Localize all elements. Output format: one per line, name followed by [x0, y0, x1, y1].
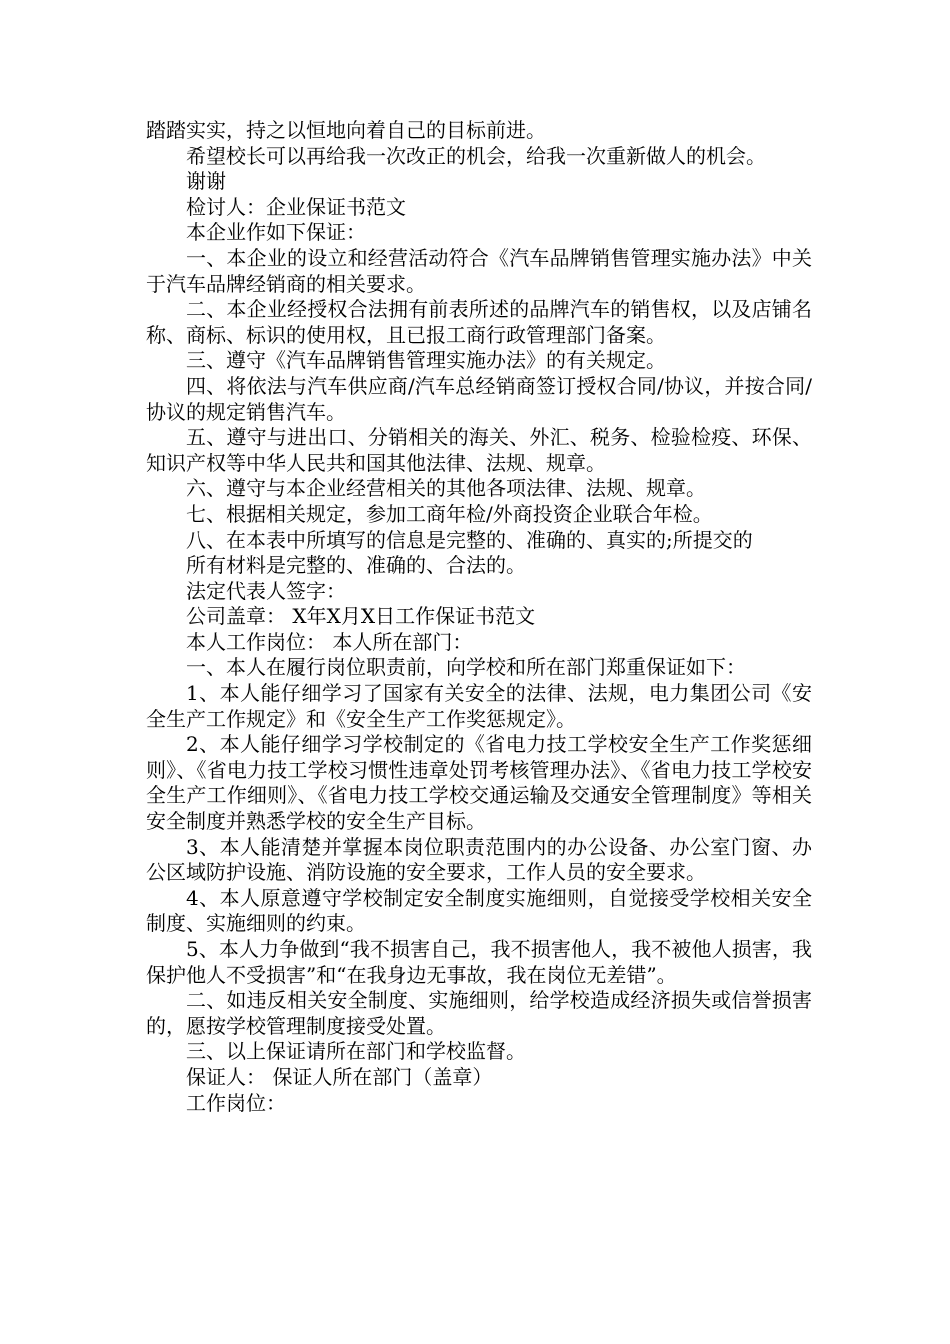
paragraph: 二、本企业经授权合法拥有前表所述的品牌汽车的销售权，以及店铺名称、商标、标识的使用权，且已报工商行政管理部门备案。 [146, 297, 812, 347]
paragraph: 法定代表人签字： [186, 578, 346, 603]
paragraph: 七、根据相关规定，参加工商年检/外商投资企业联合年检。 [186, 501, 713, 526]
paragraph: 八、在本表中所填写的信息是完整的、准确的、真实的;所提交的 [186, 527, 753, 552]
paragraph: 四、将依法与汽车供应商/汽车总经销商签订授权合同/协议，并按合同/协议的规定销售汽车。 [146, 373, 812, 424]
paragraph: 本人工作岗位： 本人所在部门： [186, 629, 473, 654]
paragraph: 本企业作如下保证： [186, 220, 366, 245]
document-body [146, 118, 812, 1116]
paragraph: 谢谢 [186, 169, 226, 194]
paragraph: 1、本人能仔细学习了国家有关安全的法律、法规，电力集团公司《安全生产工作规定》和《安全生产工作奖惩规定》。 [146, 681, 812, 731]
paragraph: 检讨人：企业保证书范文 [186, 194, 406, 219]
paragraph: 一、本企业的设立和经营活动符合《汽车品牌销售管理实施办法》中关于汽车品牌经销商的相关要求。 [146, 245, 812, 296]
paragraph: 保证人： 保证人所在部门（盖章） [186, 1064, 493, 1089]
paragraph: 3、本人能清楚并掌握本岗位职责范围内的办公设备、办公室门窗、办公区域防护设施、消防设施的安全要求，工作人员的安全要求。 [146, 834, 812, 885]
paragraph: 所有材料是完整的、准确的、合法的。 [186, 553, 526, 578]
paragraph: 五、遵守与进出口、分销相关的海关、外汇、税务、检验检疫、环保、知识产权等中华人民共和国其他法律、法规、规章。 [146, 425, 812, 475]
paragraph: 一、本人在履行岗位职责前，向学校和所在部门郑重保证如下： [186, 655, 746, 680]
paragraph-continuation: 踏踏实实，持之以恒地向着自己的目标前进。 [146, 118, 546, 142]
paragraph: 希望校长可以再给我一次改正的机会，给我一次重新做人的机会。 [186, 143, 766, 168]
paragraph: 三、以上保证请所在部门和学校监督。 [186, 1039, 526, 1064]
paragraph: 工作岗位： [186, 1090, 286, 1115]
paragraph: 三、遵守《汽车品牌销售管理实施办法》的有关规定。 [186, 348, 666, 373]
paragraph: 2、本人能仔细学习学校制定的《省电力技工学校安全生产工作奖惩细则》、《省电力技工学校习惯性违章处罚考核管理办法》、《省电力技工学校安全生产工作细则》、《省电力技工学校交通运输及交通安全管理制度》等相关安全制度并熟悉学校的安全生产目标。 [146, 732, 812, 834]
paragraph: 公司盖章： X年X月X日工作保证书范文 [186, 604, 536, 629]
paragraph: 5、本人力争做到“我不损害自己，我不损害他人，我不被他人损害，我保护他人不受损害”和“在我身边无事故，我在岗位无差错”。 [146, 937, 812, 987]
paragraph: 六、遵守与本企业经营相关的其他各项法律、法规、规章。 [186, 476, 706, 501]
paragraph: 二、如违反相关安全制度、实施细则，给学校造成经济损失或信誉损害的，愿按学校管理制度接受处置。 [146, 988, 812, 1038]
paragraph: 4、本人原意遵守学校制定安全制度实施细则，自觉接受学校相关安全制度、实施细则的约束。 [146, 885, 812, 936]
